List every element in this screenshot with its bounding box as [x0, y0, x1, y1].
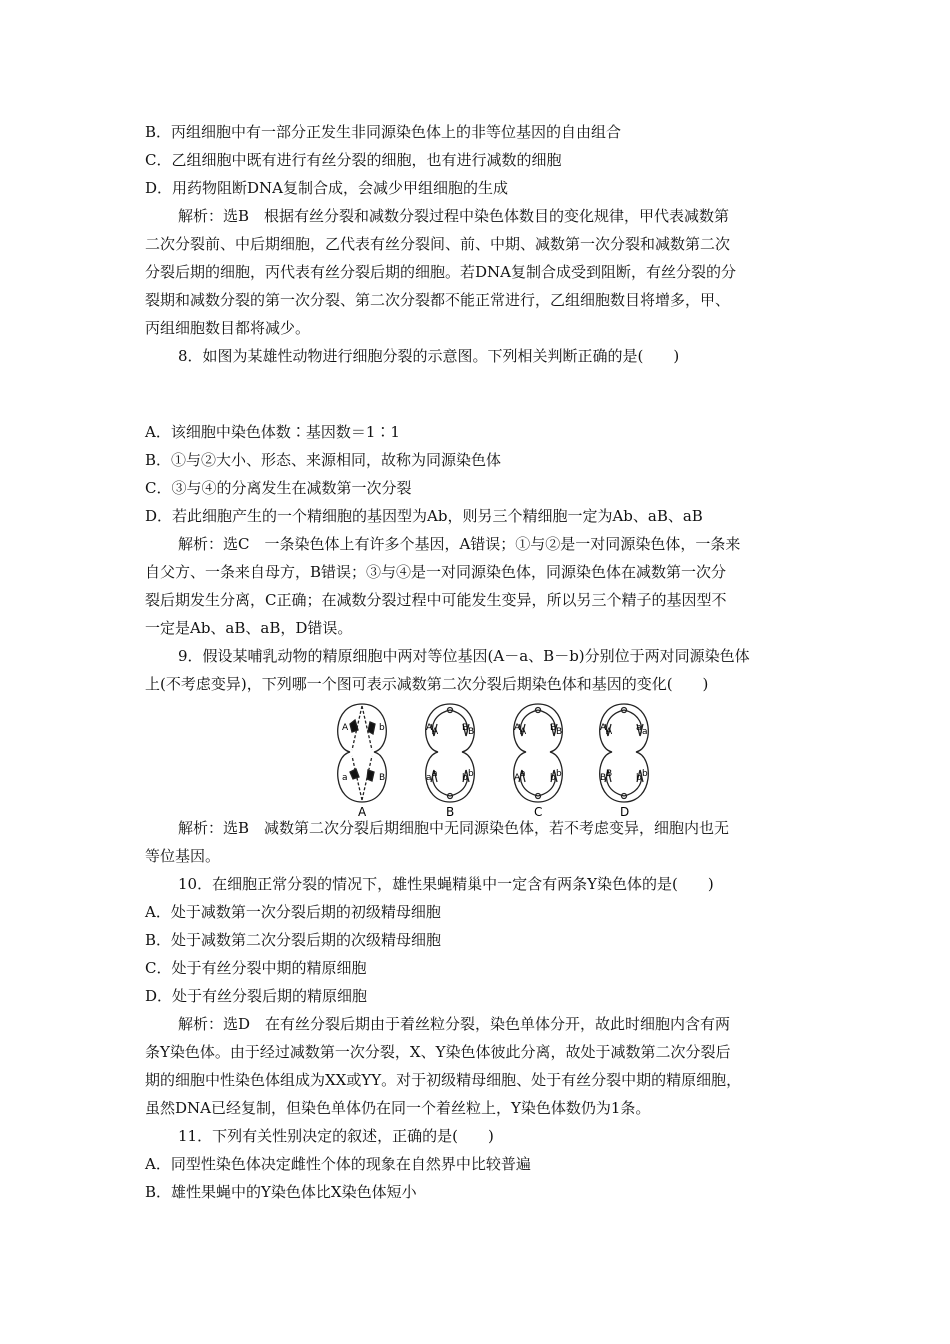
gene-label: A — [600, 723, 607, 733]
analysis-text: 二次分裂前、中后期细胞，乙代表有丝分裂间、前、中期、减数第一次分裂和减数第二次 — [145, 235, 731, 253]
gene-label: a — [432, 769, 438, 779]
figure-label: A — [358, 805, 367, 818]
gene-label: a — [342, 773, 348, 783]
gene-label: A — [342, 723, 349, 733]
question-text: 10．在细胞正常分裂的情况下，雄性果蝇精巢中一定含有两条Y染色体的是( ) — [178, 875, 714, 893]
analysis-text: 裂期和减数分裂的第一次分裂、第二次分裂都不能正常进行，乙组细胞数目将增多，甲、 — [145, 291, 731, 309]
analysis-text: 解析：选D 在有丝分裂后期由于着丝粒分裂，染色单体分开，故此时细胞内含有两 — [178, 1015, 731, 1033]
gene-label: a — [642, 727, 648, 737]
gene-label: B — [462, 723, 469, 733]
question-text: 9．假设某哺乳动物的精原细胞中两对等位基因(A－a、B－b)分别位于两对同源染色体 — [178, 647, 750, 665]
analysis-text: 解析：选B 根据有丝分裂和减数分裂过程中染色体数目的变化规律，甲代表减数第 — [178, 207, 730, 225]
gene-label: B — [379, 773, 386, 783]
analysis-text: 解析：选B 减数第二次分裂后期细胞中无同源染色体，若不考虑变异，细胞内也无 — [178, 819, 730, 837]
gene-label: b — [550, 773, 556, 783]
cell-division-figure — [330, 700, 660, 818]
analysis-text: 等位基因。 — [145, 847, 221, 865]
option-text: B．处于减数第二次分裂后期的次级精母细胞 — [145, 931, 442, 949]
gene-label: A — [606, 727, 613, 737]
option-text: A．处于减数第一次分裂后期的初级精母细胞 — [145, 903, 441, 921]
gene-label: b — [556, 769, 562, 779]
gene-label: a — [636, 723, 642, 733]
analysis-text: 条Y染色体。由于经过减数第一次分裂，X、Y染色体彼此分离，故处于减数第二次分裂后 — [145, 1043, 731, 1061]
option-text: B．雄性果蝇中的Y染色体比X染色体短小 — [145, 1183, 417, 1201]
gene-label: A — [432, 727, 439, 737]
gene-label: A — [520, 727, 527, 737]
analysis-text: 解析：选C 一条染色体上有许多个基因，A错误；①与②是一对同源染色体，一条来 — [178, 535, 741, 553]
gene-label: a — [520, 769, 526, 779]
analysis-text: 自父方、一条来自母方，B错误；③与④是一对同源染色体，同源染色体在减数第一次分 — [145, 563, 727, 581]
gene-label: B — [550, 723, 557, 733]
option-text: D．若此细胞产生的一个精细胞的基因型为Ab，则另三个精细胞一定为Ab、aB、aB — [145, 507, 703, 525]
gene-label: b — [636, 773, 642, 783]
gene-label: A — [514, 773, 521, 783]
analysis-text: 期的细胞中性染色体组成为XX或YY。对于初级精母细胞、处于有丝分裂中期的精原细胞， — [145, 1071, 742, 1089]
option-text: C．乙组细胞中既有进行有丝分裂的细胞，也有进行减数的细胞 — [145, 151, 562, 169]
option-text: B．①与②大小、形态、来源相同，故称为同源染色体 — [145, 451, 502, 469]
question-text: 上(不考虑变异)，下列哪一个图可表示减数第二次分裂后期染色体和基因的变化( ) — [145, 675, 709, 693]
option-text: D．用药物阻断DNA复制合成，会减少甲组细胞的生成 — [145, 179, 509, 197]
cell-a-diagram — [338, 704, 387, 802]
option-text: B．丙组细胞中有一部分正发生非同源染色体上的非等位基因的自由组合 — [145, 123, 622, 141]
cell-c-diagram — [514, 704, 563, 802]
analysis-text: 裂后期发生分离，C正确；在减数分裂过程中可能发生变异，所以另三个精子的基因型不 — [145, 591, 727, 609]
figure-label: D — [620, 805, 630, 818]
figure-label: C — [534, 805, 543, 818]
analysis-text: 丙组细胞数目都将减少。 — [145, 319, 311, 337]
figure-label: B — [446, 805, 455, 818]
analysis-text: 分裂后期的细胞，丙代表有丝分裂后期的细胞。若DNA复制合成受到阻断，有丝分裂的分 — [145, 263, 736, 281]
gene-label: b — [379, 723, 385, 733]
analysis-text: 一定是Ab、aB、aB，D错误。 — [145, 619, 353, 637]
option-text: C．处于有丝分裂中期的精原细胞 — [145, 959, 367, 977]
analysis-text: 虽然DNA已经复制，但染色单体仍在同一个着丝粒上，Y染色体数仍为1条。 — [145, 1099, 651, 1117]
gene-label: a — [426, 773, 432, 783]
option-text: C．③与④的分离发生在减数第一次分裂 — [145, 479, 412, 497]
gene-label: B — [468, 727, 475, 737]
option-text: A．该细胞中染色体数∶基因数＝1∶1 — [145, 423, 400, 441]
gene-label: A — [426, 723, 433, 733]
option-text: A．同型性染色体决定雌性个体的现象在自然界中比较普遍 — [145, 1155, 531, 1173]
question-text: 11．下列有关性别决定的叙述，正确的是( ) — [178, 1127, 494, 1145]
cell-b-diagram — [426, 704, 475, 802]
gene-label: A — [514, 723, 521, 733]
gene-label: B — [556, 727, 563, 737]
gene-label: B — [606, 769, 613, 779]
gene-label: b — [462, 773, 468, 783]
question-text: 8．如图为某雄性动物进行细胞分裂的示意图。下列相关判断正确的是( ) — [178, 347, 680, 365]
cell-d-diagram — [600, 704, 649, 802]
gene-label: b — [468, 769, 474, 779]
gene-label: B — [600, 773, 607, 783]
option-text: D．处于有丝分裂后期的精原细胞 — [145, 987, 368, 1005]
gene-label: b — [642, 769, 648, 779]
